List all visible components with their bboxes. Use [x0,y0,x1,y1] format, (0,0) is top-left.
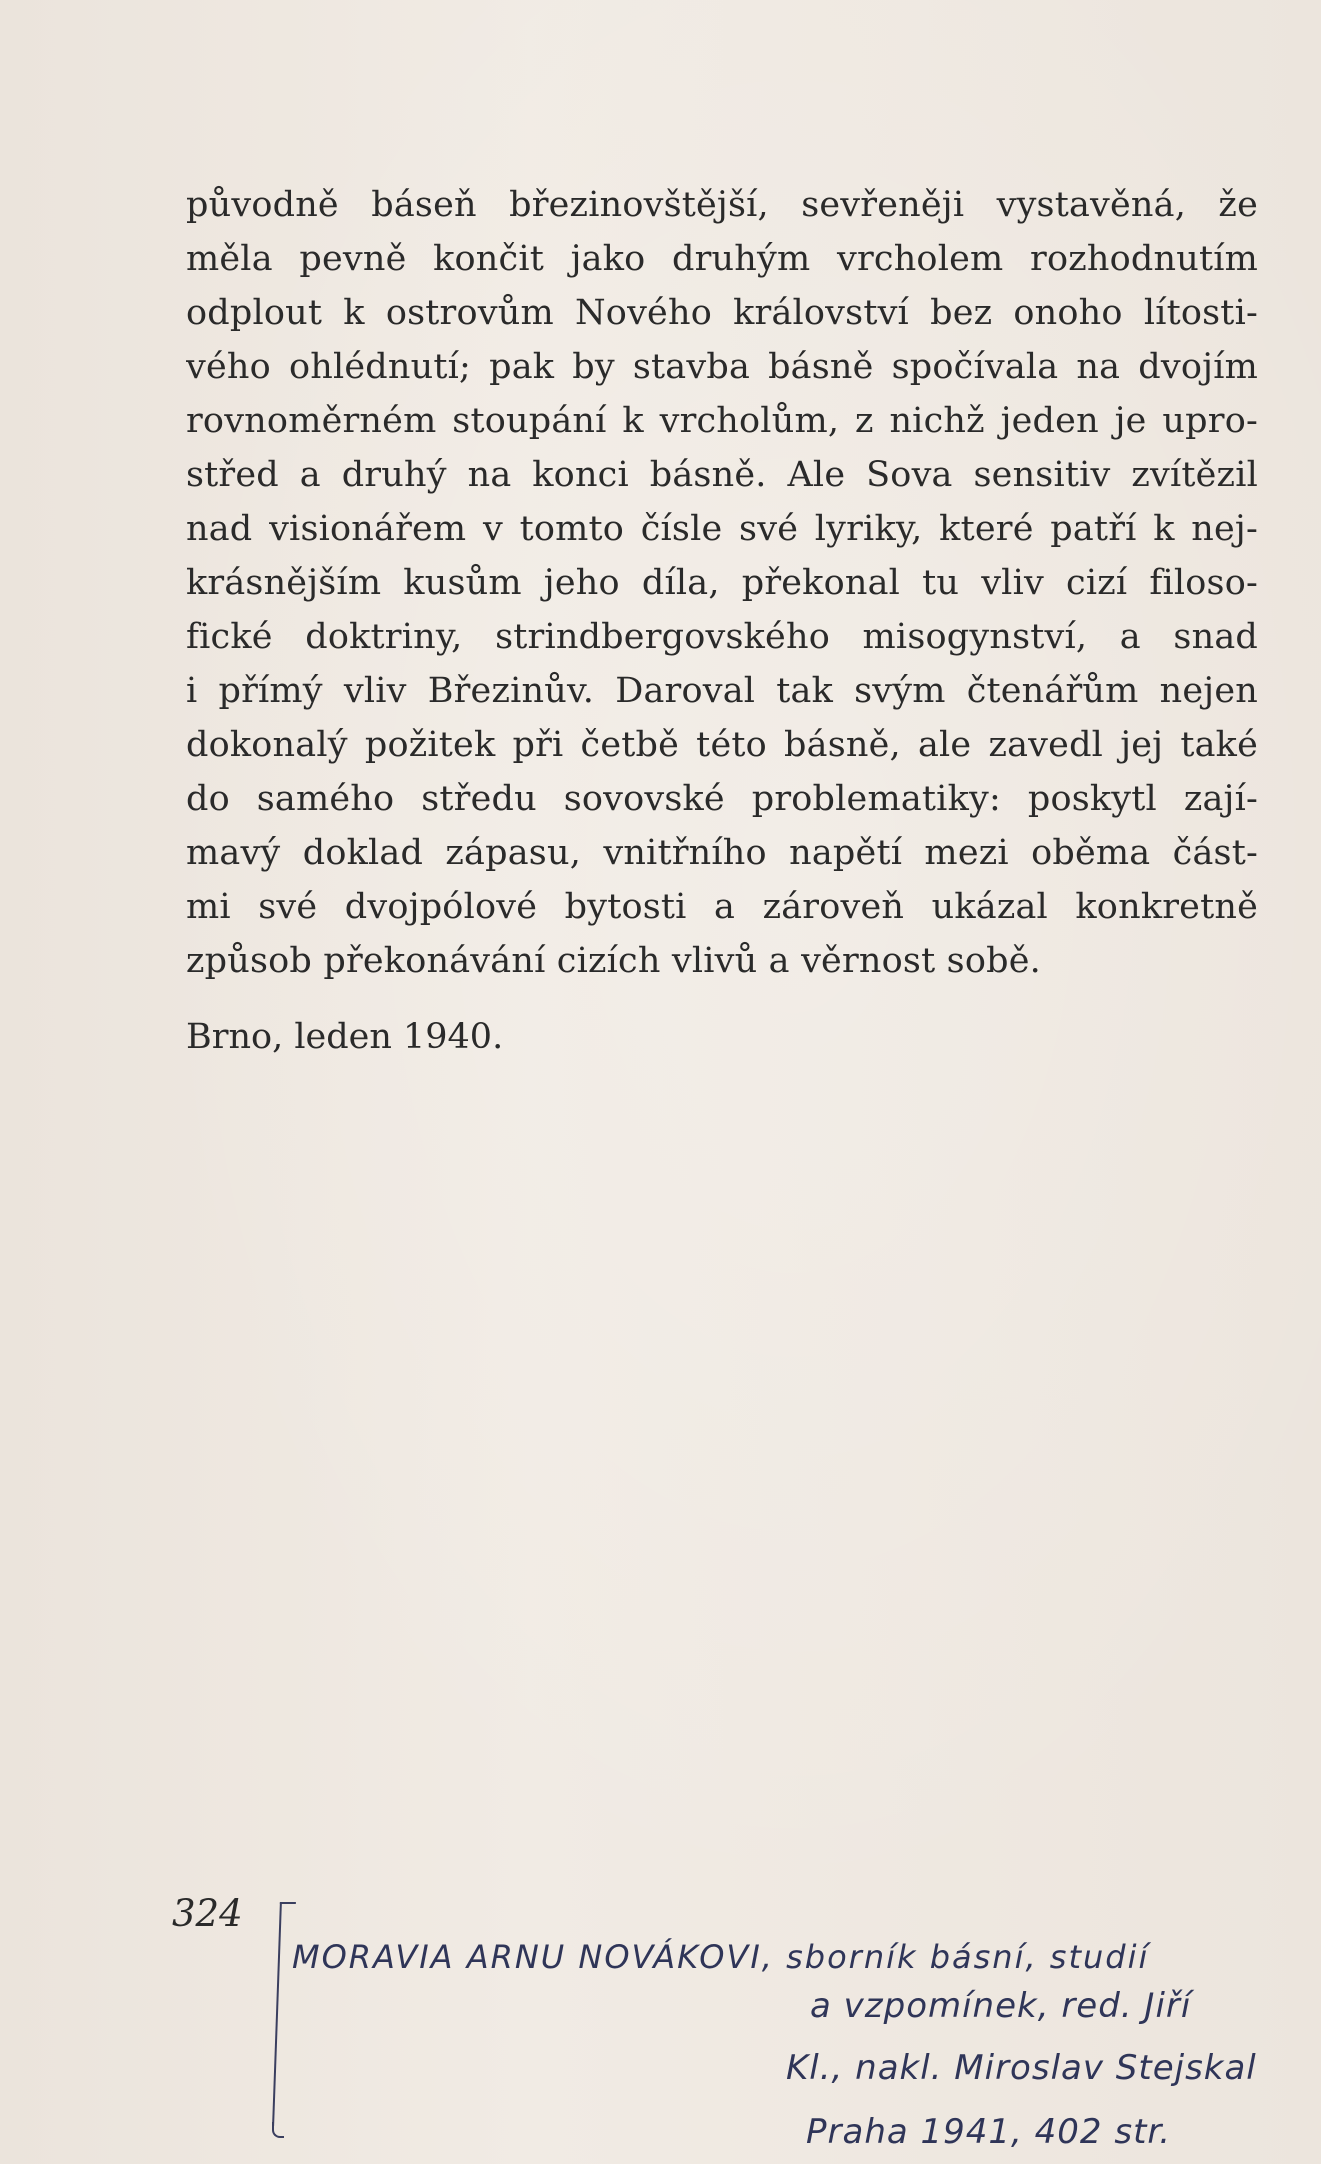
text-line: odplout k ostrovům Nového království bez onoho lítosti- [186,293,1258,333]
text-line: do samého středu sovovské problematiky: poskytl zají- [186,779,1258,819]
body-text [186,178,1258,988]
text-line: nad visionářem v tomto čísle své lyriky, které patří k nej- [186,509,1258,549]
text-line: rovnoměrném stoupání k vrcholům, z nichž jeden je upro- [186,401,1258,441]
text-line: mi své dvojpólové bytosti a zároveň ukázal konkretně [186,887,1258,927]
handwritten-note-line: Praha 1941, 402 str. [806,2112,1172,2152]
text-line: způsob překonávání cizích vlivů a věrnost sobě. [186,941,1041,981]
handwritten-note-line: a vzpomínek, red. Jiří [810,1986,1192,2026]
place-date: Brno, leden 1940. [186,1017,504,1057]
text-line: fické doktriny, strindbergovského misogynství, a snad [186,617,1258,657]
text-line: i přímý vliv Březinův. Daroval tak svým čtenářům nejen [186,671,1258,711]
handwritten-note-line: MORAVIA ARNU NOVÁKOVI, sborník básní, studií [292,1938,1150,1976]
text-line: dokonalý požitek při četbě této básně, ale zavedl jej také [186,725,1258,765]
text-line: mavý doklad zápasu, vnitřního napětí mezi oběma část- [186,833,1258,873]
text-line: vého ohlédnutí; pak by stavba básně spočívala na dvojím [186,347,1258,387]
text-line: měla pevně končit jako druhým vrcholem rozhodnutím [186,239,1258,279]
page-number: 324 [172,1892,243,1935]
text-line: původně báseň březinovštější, sevřeněji vystavěná, že [186,185,1258,225]
text-line: střed a druhý na konci básně. Ale Sova sensitiv zvítězil [186,455,1258,495]
handwritten-bracket-foot [272,2122,284,2138]
handwritten-bracket [272,1902,296,2126]
text-line: krásnějším kusům jeho díla, překonal tu vliv cizí filoso- [186,563,1258,603]
handwritten-note-line: Kl., nakl. Miroslav Stejskal [786,2048,1257,2088]
